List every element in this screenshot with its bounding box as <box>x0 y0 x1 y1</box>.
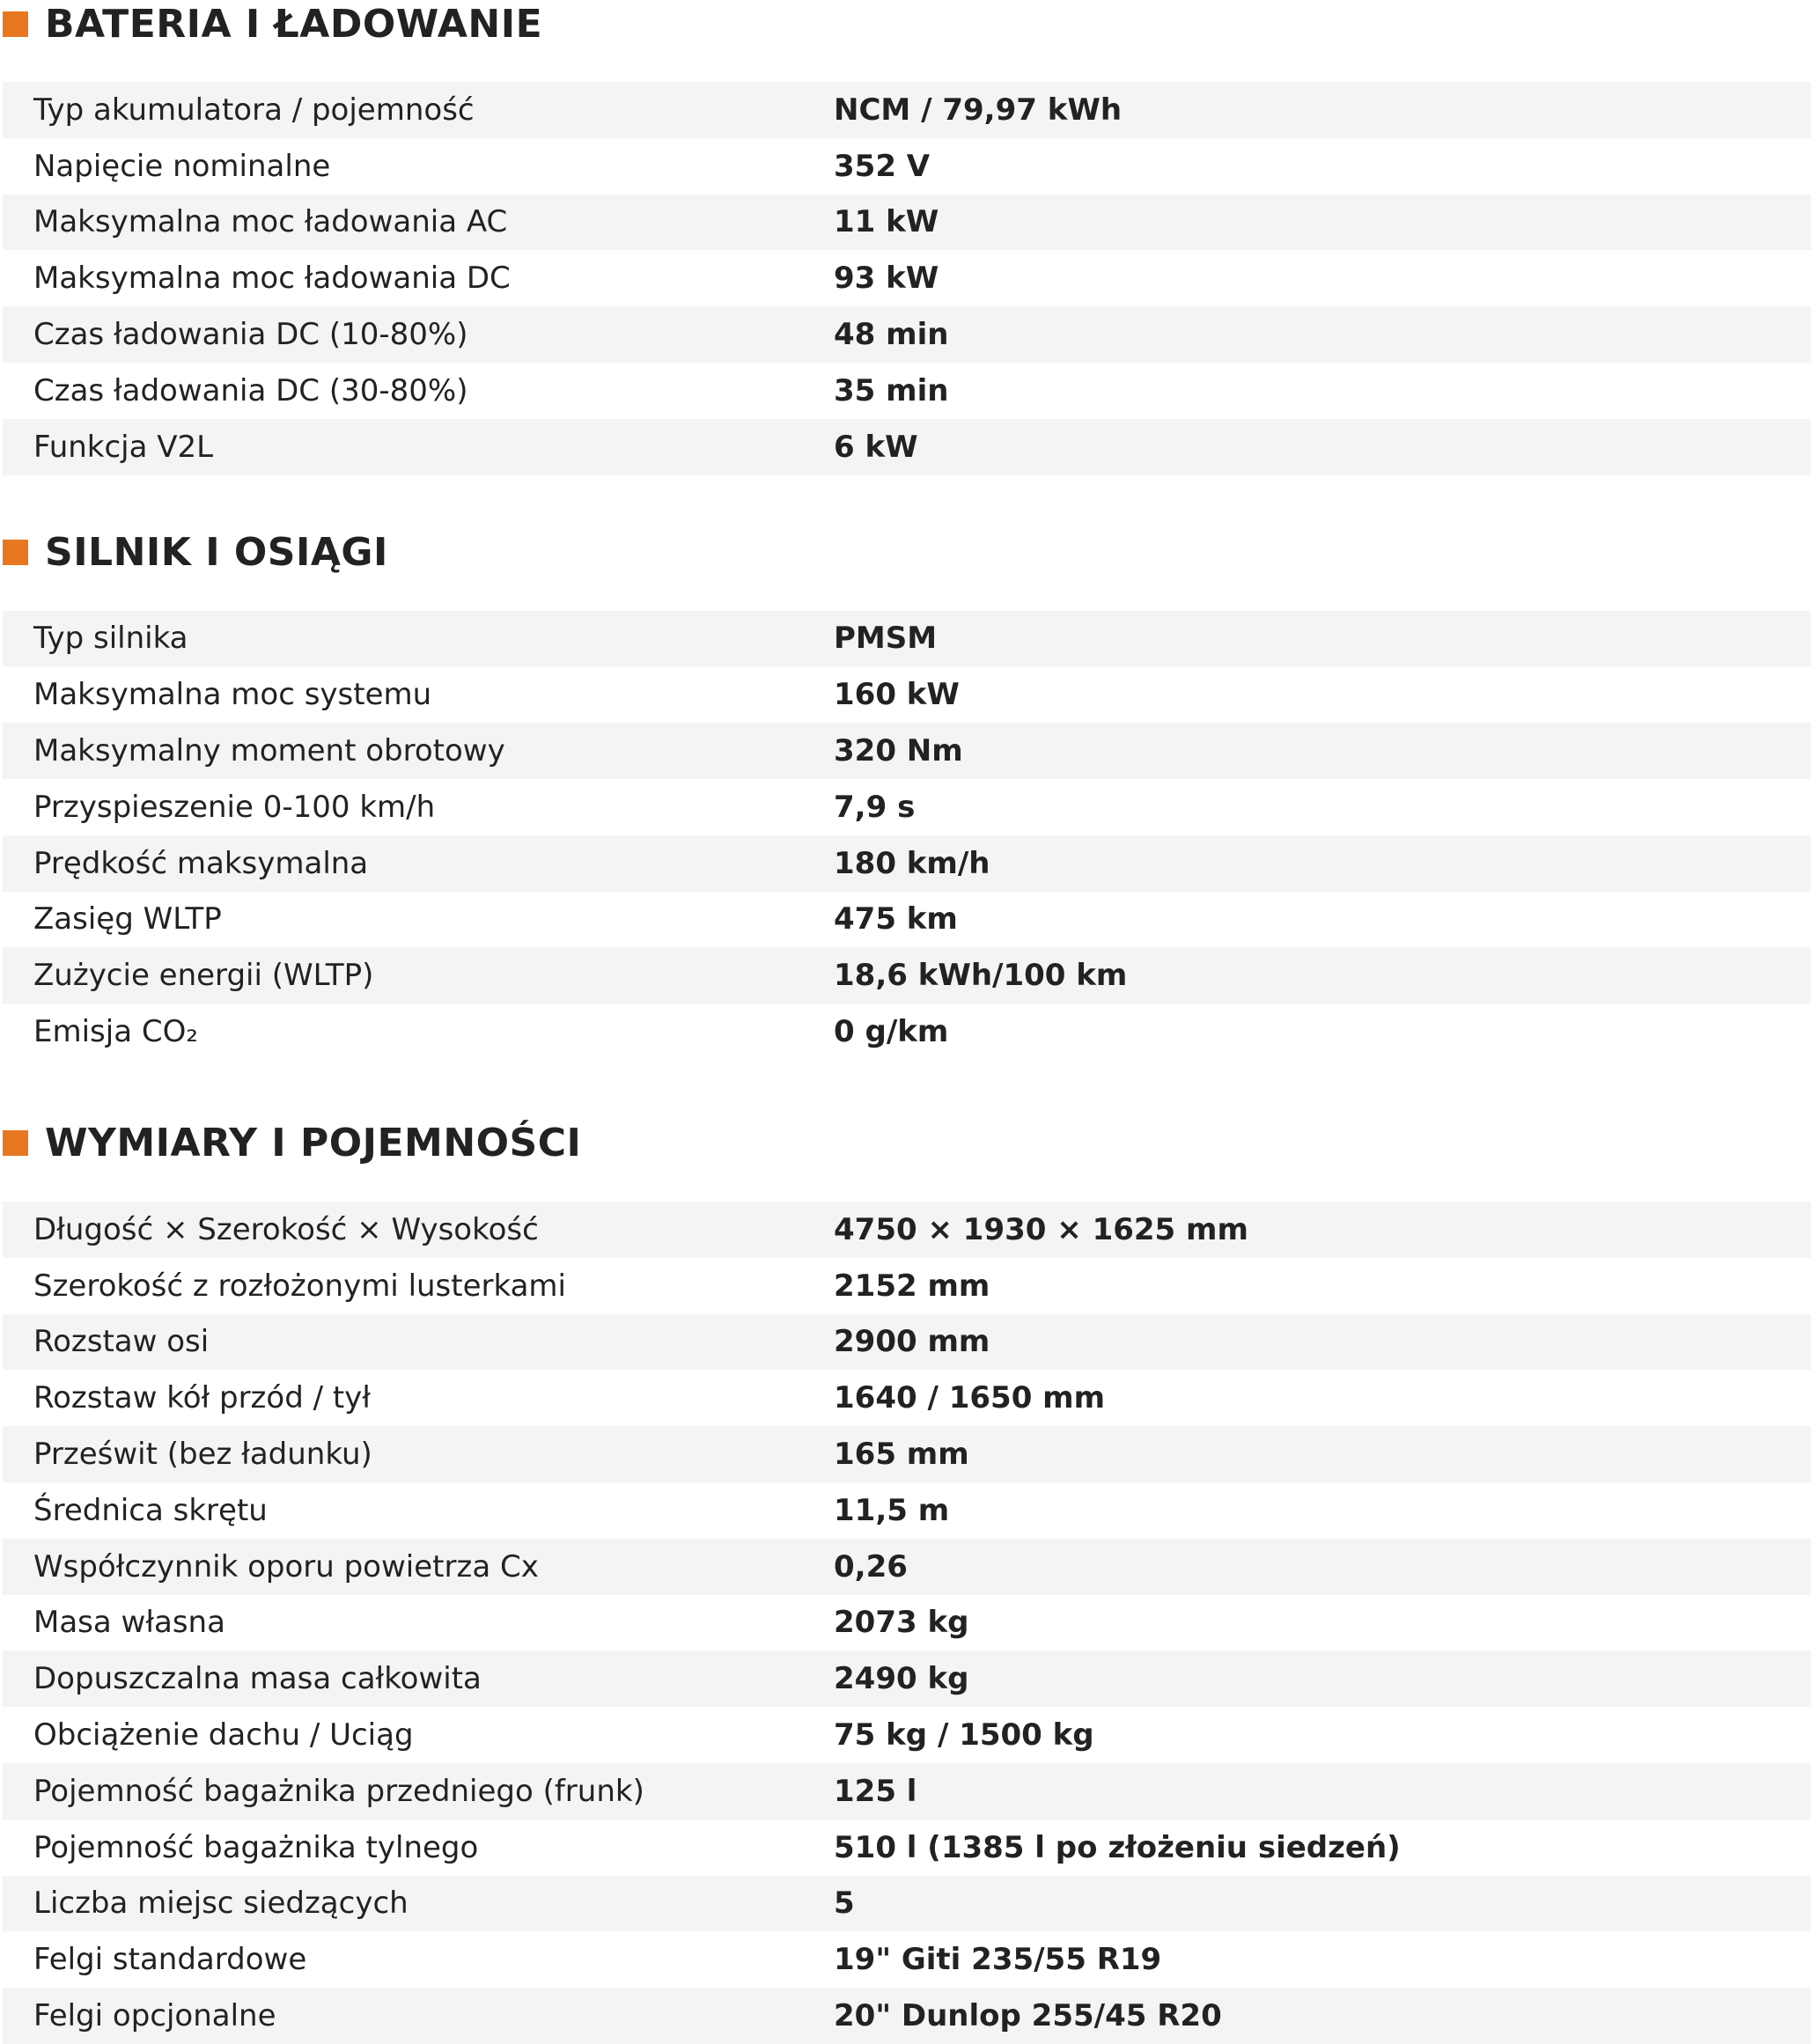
spec-value: 352 V <box>834 148 931 184</box>
spec-value: 1640 / 1650 mm <box>834 1380 1106 1416</box>
section-title: SILNIK I OSIĄGI <box>45 530 388 576</box>
spec-label: Obciążenie dachu / Uciąg <box>33 1717 414 1754</box>
spec-label: Pojemność bagażnika tylnego <box>33 1829 479 1865</box>
spec-value: 11 kW <box>834 204 939 240</box>
spec-value: 0,26 <box>834 1548 908 1584</box>
spec-value: 2490 kg <box>834 1661 969 1697</box>
spec-table <box>3 1202 1811 2044</box>
spec-label: Rozstaw kół przód / tył <box>33 1380 371 1416</box>
spec-label: Emisja CO₂ <box>33 1014 198 1050</box>
spec-label: Przyspieszenie 0-100 km/h <box>33 789 436 825</box>
spec-label: Maksymalny moment obrotowy <box>33 733 505 769</box>
spec-value: 180 km/h <box>834 845 990 881</box>
spec-value: 75 kg / 1500 kg <box>834 1717 1094 1754</box>
section-header <box>0 0 1811 48</box>
table-row <box>3 779 1811 835</box>
table-row <box>3 723 1811 779</box>
table-row <box>3 1763 1811 1820</box>
section-title: BATERIA I ŁADOWANIE <box>45 1 543 47</box>
spec-label: Szerokość z rozłożonymi lusterkami <box>33 1268 566 1304</box>
table-row <box>3 1707 1811 1763</box>
table-row <box>3 611 1811 667</box>
spec-value: 165 mm <box>834 1437 969 1473</box>
spec-value: 2900 mm <box>834 1324 990 1360</box>
spec-label: Pojemność bagażnika przedniego (frunk) <box>33 1773 644 1809</box>
spec-label: Maksymalna moc ładowania DC <box>33 261 511 297</box>
spec-value: 19" Giti 235/55 R19 <box>834 1942 1162 1978</box>
section-battery-charging <box>0 0 1811 475</box>
table-row <box>3 1539 1811 1595</box>
table-row <box>3 1258 1811 1314</box>
table-row <box>3 250 1811 306</box>
spec-label: Rozstaw osi <box>33 1324 210 1360</box>
section-dimensions-capacities <box>0 1120 1811 2044</box>
table-row <box>3 1004 1811 1060</box>
table-row <box>3 1595 1811 1651</box>
table-row <box>3 835 1811 892</box>
table-row <box>3 1314 1811 1371</box>
orange-square-marker-icon <box>3 1130 28 1156</box>
spec-value: PMSM <box>834 621 938 657</box>
spec-label: Prześwit (bez ładunku) <box>33 1437 372 1473</box>
spec-value: 2152 mm <box>834 1268 990 1304</box>
section-header <box>0 529 1811 577</box>
section-engine-performance <box>0 529 1811 1060</box>
table-row <box>3 1931 1811 1988</box>
table-row <box>3 1820 1811 1876</box>
spec-table <box>3 82 1811 475</box>
spec-value: 4750 × 1930 × 1625 mm <box>834 1211 1248 1247</box>
spec-value: 5 <box>834 1886 855 1922</box>
spec-table <box>3 611 1811 1060</box>
spec-value: 6 kW <box>834 429 918 465</box>
spec-value: 20" Dunlop 255/45 R20 <box>834 1998 1222 2033</box>
spec-label: Współczynnik oporu powietrza Cx <box>33 1548 539 1584</box>
table-row <box>3 138 1811 195</box>
spec-value: 93 kW <box>834 261 939 297</box>
spec-label: Zużycie energii (WLTP) <box>33 958 374 994</box>
spec-label: Liczba miejsc siedzących <box>33 1886 409 1922</box>
spec-value: 48 min <box>834 317 949 353</box>
table-row <box>3 1876 1811 1932</box>
spec-label: Maksymalna moc ładowania AC <box>33 204 508 240</box>
section-header <box>0 1120 1811 1167</box>
spec-value: 320 Nm <box>834 733 963 769</box>
spec-value: 160 kW <box>834 677 960 713</box>
spec-value: NCM / 79,97 kWh <box>834 92 1123 128</box>
spec-label: Dopuszczalna masa całkowita <box>33 1661 482 1697</box>
table-row <box>3 666 1811 723</box>
section-title: WYMIARY I POJEMNOŚCI <box>45 1121 582 1166</box>
spec-label: Maksymalna moc systemu <box>33 677 432 713</box>
orange-square-marker-icon <box>3 11 28 37</box>
spec-value: 7,9 s <box>834 789 916 825</box>
table-row <box>3 1482 1811 1539</box>
spec-label: Typ akumulatora / pojemność <box>33 92 475 128</box>
table-row <box>3 363 1811 419</box>
spec-label: Felgi standardowe <box>33 1942 307 1978</box>
spec-value: 125 l <box>834 1773 917 1809</box>
spec-label: Prędkość maksymalna <box>33 845 369 881</box>
spec-label: Napięcie nominalne <box>33 148 331 184</box>
table-row <box>3 195 1811 251</box>
spec-value: 0 g/km <box>834 1014 949 1050</box>
spec-label: Zasięg WLTP <box>33 901 222 937</box>
spec-value: 11,5 m <box>834 1492 950 1528</box>
spec-value: 475 km <box>834 901 958 937</box>
spec-label: Funkcja V2L <box>33 429 214 465</box>
spec-label: Średnica skrętu <box>33 1492 268 1528</box>
spec-label: Czas ładowania DC (10-80%) <box>33 317 468 353</box>
orange-square-marker-icon <box>3 540 28 565</box>
table-row <box>3 82 1811 138</box>
spec-value: 510 l (1385 l po złożeniu siedzeń) <box>834 1829 1401 1865</box>
table-row <box>3 947 1811 1004</box>
spec-label: Czas ładowania DC (30-80%) <box>33 372 468 408</box>
table-row <box>3 306 1811 363</box>
table-row <box>3 1202 1811 1258</box>
table-row <box>3 892 1811 948</box>
table-row <box>3 1651 1811 1707</box>
table-row <box>3 1988 1811 2044</box>
spec-value: 2073 kg <box>834 1605 969 1641</box>
table-row <box>3 419 1811 475</box>
spec-label: Typ silnika <box>33 621 188 657</box>
spec-label: Długość × Szerokość × Wysokość <box>33 1211 539 1247</box>
spec-value: 18,6 kWh/100 km <box>834 958 1128 994</box>
table-row <box>3 1426 1811 1482</box>
spec-value: 35 min <box>834 372 949 408</box>
spec-label: Felgi opcjonalne <box>33 1998 276 2033</box>
spec-label: Masa własna <box>33 1605 225 1641</box>
table-row <box>3 1370 1811 1426</box>
